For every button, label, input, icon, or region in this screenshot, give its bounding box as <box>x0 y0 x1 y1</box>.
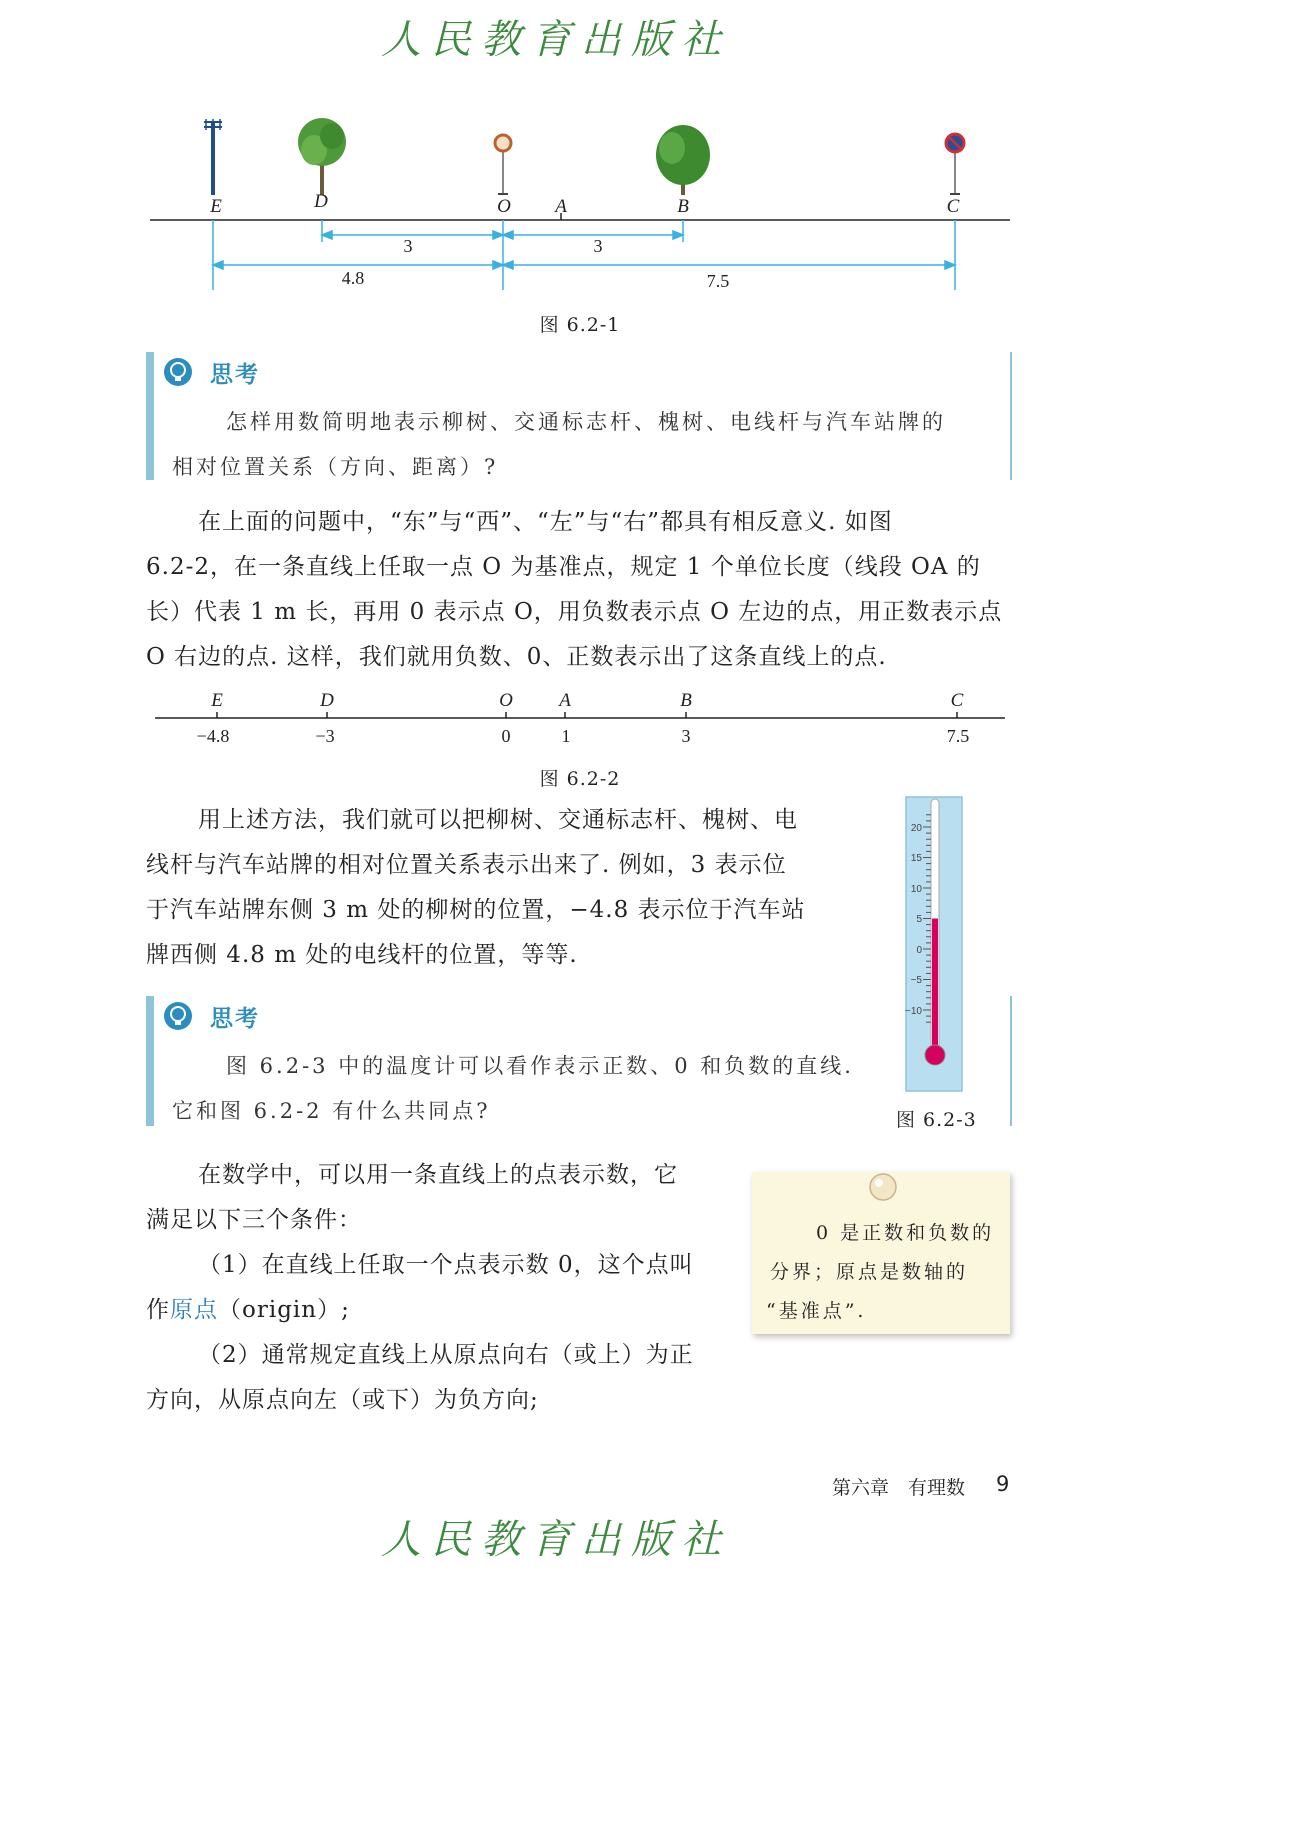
figure-6-2-1 <box>0 100 1112 310</box>
point-label-e: E <box>210 196 222 217</box>
paragraph-1-line1: 在上面的问题中，“东”与“西”、“左”与“右”都具有相反意义. 如图 <box>198 509 893 535</box>
nl-point-o: O <box>499 690 513 711</box>
willow-tree-icon <box>298 118 346 195</box>
thermo-tick-0: 0 <box>916 945 922 956</box>
point-label-c: C <box>946 196 960 217</box>
think-text-line1: 怎样用数简明地表示柳树、交通标志杆、槐树、电线杆与汽车站牌的 <box>226 410 946 434</box>
note-line3: “基准点”. <box>766 1300 867 1322</box>
figure-caption-6-2-1: 图 6.2-1 <box>539 314 621 336</box>
figure-6-2-2 <box>0 682 1112 752</box>
publisher-watermark-top: 人民教育出版社 <box>381 17 731 63</box>
nl-value-b: 3 <box>681 726 691 746</box>
think-text-line1: 图 6.2-3 中的温度计可以看作表示正数、0 和负数的直线. <box>226 1054 854 1078</box>
dim-label-eo: 4.8 <box>341 268 365 288</box>
dim-label-oc: 7.5 <box>706 271 730 291</box>
condition-1-line2: 作原点（origin）; <box>146 1297 350 1323</box>
nl-point-b: B <box>680 690 692 711</box>
condition-2-line2: 方向，从原点向左（或下）为负方向; <box>146 1387 539 1413</box>
note-line2: 分界；原点是数轴的 <box>770 1261 969 1283</box>
nl-point-d: D <box>320 690 334 711</box>
bus-stop-sign-icon <box>946 134 964 195</box>
thermo-tick-5: 5 <box>916 914 922 925</box>
dim-label-ob: 3 <box>593 236 603 256</box>
lightbulb-icon <box>162 356 194 392</box>
thermo-tick-m5: −5 <box>910 975 922 986</box>
dim-label-do: 3 <box>403 236 413 256</box>
paragraph-2-line1: 用上述方法，我们就可以把柳树、交通标志杆、槐树、电 <box>198 807 798 833</box>
nl-point-e: E <box>211 690 223 711</box>
nl-value-c: 7.5 <box>946 726 970 746</box>
publisher-watermark-bottom: 人民教育出版社 <box>381 1517 731 1563</box>
point-label-a: A <box>555 196 567 217</box>
think-box-2 <box>146 996 1012 1126</box>
think-text-line2: 相对位置关系（方向、距离）? <box>172 455 499 479</box>
pushpin-icon <box>868 1172 898 1215</box>
think-text-line2: 它和图 6.2-2 有什么共同点? <box>172 1099 491 1123</box>
point-label-b: B <box>677 196 689 217</box>
thermo-tick-15: 15 <box>910 853 922 864</box>
figure-caption-6-2-2: 图 6.2-2 <box>539 768 621 790</box>
condition-1-line1: （1）在直线上任取一个点表示数 0，这个点叫 <box>198 1252 694 1278</box>
point-label-o: O <box>497 196 511 217</box>
nl-value-o: 0 <box>501 726 511 746</box>
paragraph-1-line2: 6.2-2，在一条直线上任取一点 O 为基准点，规定 1 个单位长度（线段 OA 的 <box>146 554 981 580</box>
figure-caption-6-2-3: 图 6.2-3 <box>896 1109 977 1131</box>
nl-point-c: C <box>950 690 964 711</box>
point-label-d: D <box>314 191 328 212</box>
paragraph-1-line4: O 右边的点. 这样，我们就用负数、0、正数表示出了这条直线上的点. <box>146 644 887 670</box>
thermo-tick-m10: −10 <box>905 1006 922 1017</box>
paragraph-1-line3: 长）代表 1 m 长，再用 0 表示点 O，用负数表示点 O 左边的点，用正数表示点 <box>146 599 1003 625</box>
locust-tree-icon <box>656 125 710 195</box>
nl-value-e: −4.8 <box>196 726 230 746</box>
keyword-origin: 原点 <box>170 1297 218 1323</box>
thermo-tick-10: 10 <box>910 884 922 895</box>
nl-value-d: −3 <box>315 726 335 746</box>
paragraph-2-line3: 于汽车站牌东侧 3 m 处的柳树的位置，−4.8 表示位于汽车站 <box>146 897 806 923</box>
nl-value-a: 1 <box>561 726 571 746</box>
paragraph-3-line1: 在数学中，可以用一条直线上的点表示数，它 <box>198 1162 678 1188</box>
think-title: 思考 <box>210 362 260 388</box>
chapter-label: 第六章 有理数 <box>832 1477 966 1499</box>
lightbulb-icon <box>162 1000 194 1036</box>
paragraph-3-line2: 满足以下三个条件： <box>146 1207 362 1233</box>
traffic-sign-icon <box>495 135 511 195</box>
think-title: 思考 <box>210 1006 260 1032</box>
paragraph-2-line4: 牌西侧 4.8 m 处的电线杆的位置，等等. <box>146 942 578 968</box>
think-box-1 <box>146 352 1012 480</box>
side-note <box>752 1172 1010 1334</box>
thermo-tick-20: 20 <box>910 823 922 834</box>
paragraph-2-line2: 线杆与汽车站牌的相对位置关系表示出来了. 例如，3 表示位 <box>146 852 787 878</box>
nl-point-a: A <box>559 690 571 711</box>
condition-2-line1: （2）通常规定直线上从原点向右（或上）为正 <box>198 1342 694 1368</box>
electric-pole-icon <box>204 119 222 195</box>
note-line1: 0 是正数和负数的 <box>816 1222 995 1244</box>
page-number: 9 <box>996 1472 1010 1496</box>
